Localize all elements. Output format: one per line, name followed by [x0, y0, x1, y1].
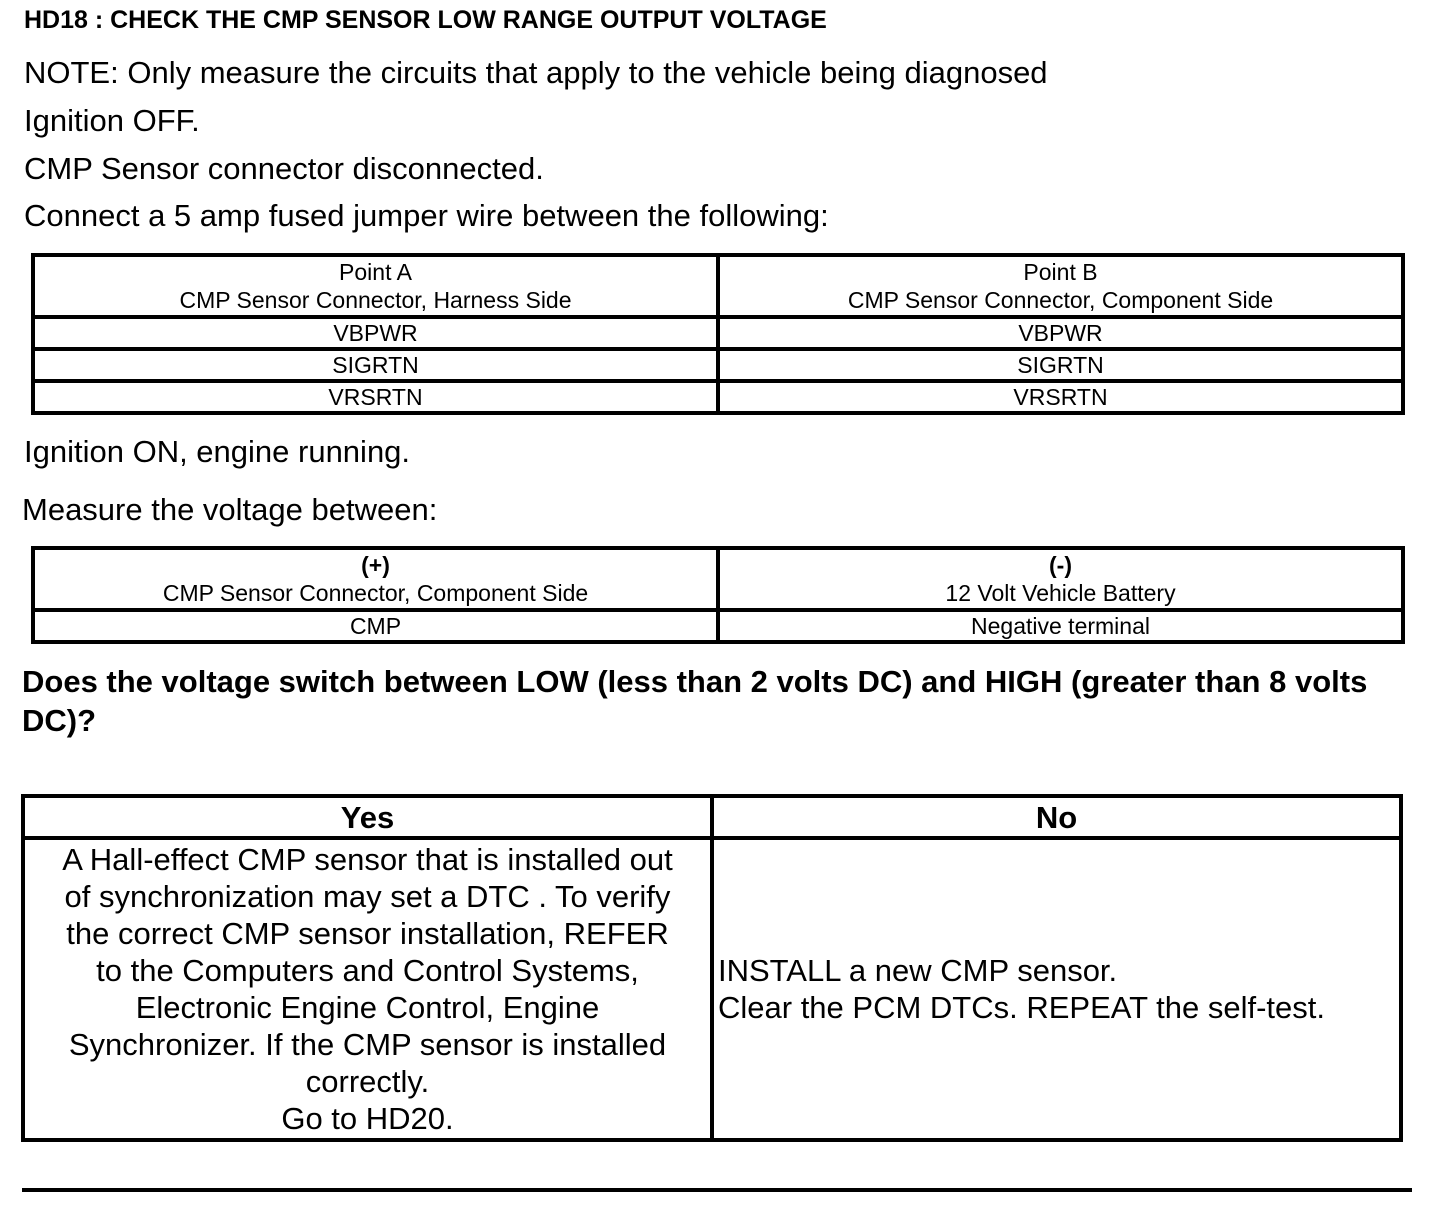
- point-b-cell: SIGRTN: [718, 349, 1403, 381]
- no-line: Clear the PCM DTCs. REPEAT the self-test.: [718, 990, 1325, 1025]
- table-row: [33, 317, 1403, 349]
- table-row: [33, 349, 1403, 381]
- table-row: [23, 838, 1401, 1140]
- bottom-divider: [22, 1188, 1412, 1192]
- no-line: INSTALL a new CMP sensor.: [718, 953, 1118, 988]
- step-ignition-on: Ignition ON, engine running.: [24, 434, 411, 469]
- result-table: [21, 794, 1403, 1142]
- yes-header: Yes: [23, 796, 712, 838]
- measure-table: [31, 546, 1405, 644]
- yes-line: Synchronizer. If the CMP sensor is installed: [68, 1027, 667, 1062]
- yes-line: the correct CMP sensor installation, REFER: [66, 916, 669, 951]
- point-a-cell: VRSRTN: [33, 381, 718, 413]
- step-ignition-off: Ignition OFF.: [24, 103, 200, 138]
- step-connect-jumper: Connect a 5 amp fused jumper wire between the following:: [24, 198, 829, 233]
- positive-subtitle: CMP Sensor Connector, Component Side: [162, 580, 589, 606]
- yes-line: of synchronization may set a DTC . To verify: [64, 879, 671, 914]
- jumper-table-header: [33, 255, 1403, 317]
- measure-table-header: [33, 548, 1403, 610]
- negative-header: [718, 548, 1403, 610]
- negative-cell: Negative terminal: [718, 610, 1403, 642]
- point-a-title: Point A: [339, 259, 412, 285]
- yes-line: A Hall-effect CMP sensor that is installed out: [62, 842, 673, 877]
- point-b-header: [718, 255, 1403, 317]
- point-a-cell: VBPWR: [33, 317, 718, 349]
- point-b-cell: VBPWR: [718, 317, 1403, 349]
- yes-line: Electronic Engine Control, Engine: [135, 990, 600, 1025]
- positive-cell: CMP: [33, 610, 718, 642]
- yes-line: correctly.: [305, 1064, 430, 1099]
- result-table-header: [23, 796, 1401, 838]
- yes-line: to the Computers and Control Systems,: [96, 953, 639, 988]
- point-a-subtitle: CMP Sensor Connector, Harness Side: [179, 287, 572, 313]
- yes-action: [23, 838, 712, 1140]
- page-title: HD18 : CHECK THE CMP SENSOR LOW RANGE OUTPUT VOLTAGE: [24, 6, 827, 34]
- positive-header: [33, 548, 718, 610]
- no-header: No: [712, 796, 1401, 838]
- positive-title: (+): [361, 552, 390, 578]
- table-row: [33, 610, 1403, 642]
- no-action: [712, 838, 1401, 1140]
- note-text: NOTE: Only measure the circuits that apply to the vehicle being diagnosed: [24, 55, 1048, 90]
- negative-subtitle: 12 Volt Vehicle Battery: [945, 580, 1176, 606]
- step-measure: Measure the voltage between:: [22, 492, 438, 527]
- point-a-cell: SIGRTN: [33, 349, 718, 381]
- yes-link-hd20[interactable]: Go to HD20.: [281, 1101, 454, 1136]
- point-b-subtitle: CMP Sensor Connector, Component Side: [847, 287, 1274, 313]
- point-b-title: Point B: [1023, 259, 1098, 285]
- negative-title: (-): [1049, 552, 1072, 578]
- point-b-cell: VRSRTN: [718, 381, 1403, 413]
- point-a-header: [33, 255, 718, 317]
- jumper-table: [31, 253, 1405, 415]
- step-connector-disconnected: CMP Sensor connector disconnected.: [24, 151, 544, 186]
- table-row: [33, 381, 1403, 413]
- question-text: Does the voltage switch between LOW (less than 2 volts DC) and HIGH (greater than 8 volts DC)?: [22, 664, 1368, 738]
